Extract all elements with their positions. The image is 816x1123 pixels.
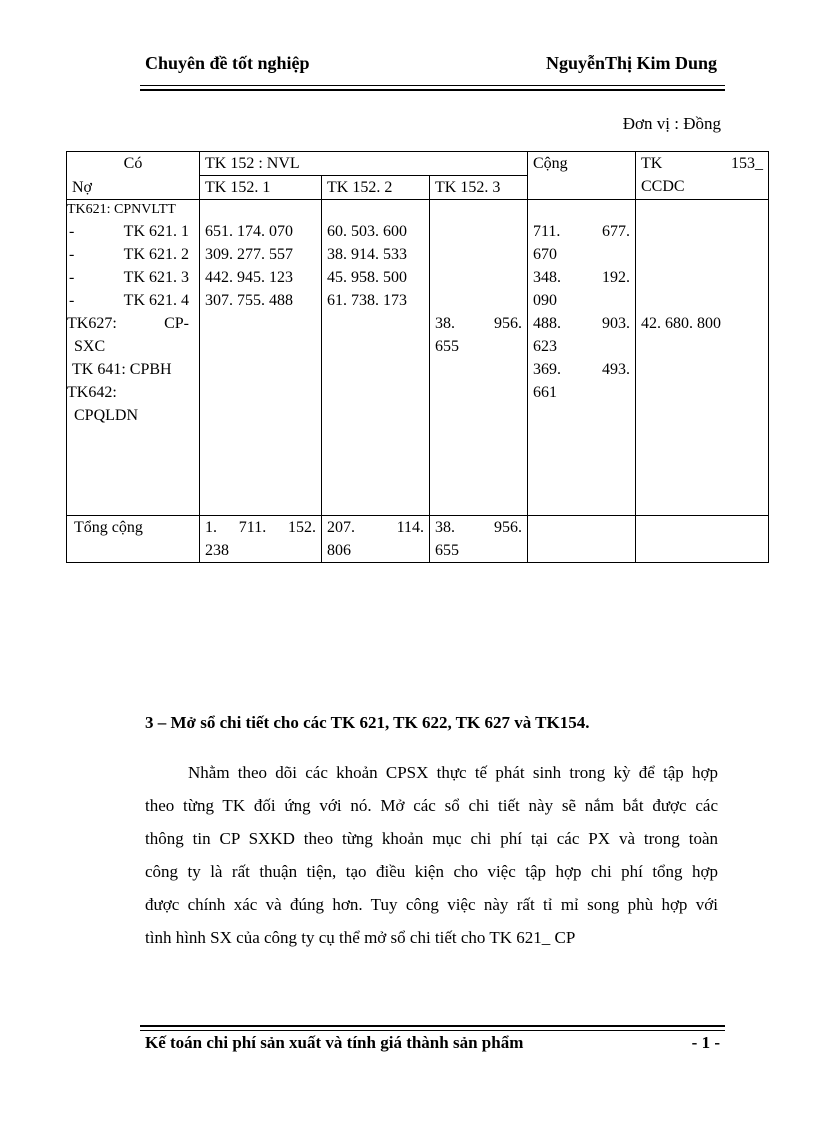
header-rule: [140, 85, 725, 86]
account-621-3: - TK 621. 3: [69, 269, 189, 286]
header-tk152-2-cell: TK 152. 2: [322, 176, 430, 200]
total-tk152-1: 1. 711. 152. 238: [200, 516, 322, 563]
header-cong-cell: Cộng: [528, 152, 636, 200]
body-paragraph: [145, 756, 718, 954]
total-label: Tổng cộng: [67, 516, 200, 563]
header-author: NguyễnThị Kim Dung: [545, 53, 717, 73]
table-total-row: [67, 516, 769, 563]
total-tk153: [636, 516, 769, 563]
paragraph-line: thông tin CP SXKD theo từng khoản mục chi phí tại các PX và trong toàn: [145, 829, 718, 848]
footer-rule-thick: [140, 1025, 725, 1027]
table-header-row-1: [67, 152, 769, 176]
paragraph-line: Nhằm theo dõi các khoản CPSX thực tế phát sinh trong kỳ để tập hợp: [188, 763, 718, 782]
footer-rule: [140, 1030, 725, 1031]
account-642: TK642:: [67, 384, 117, 401]
header-title: Chuyên đề tốt nghiệp: [145, 53, 310, 73]
header-tk153-cell: TK 153_ CCDC: [636, 152, 769, 200]
paragraph-line: theo từng TK đối ứng với nó. Mở các sổ chi tiết này sẽ nắm bắt được các: [145, 796, 718, 815]
cong-values: 711. 677. 670 348. 192. 090 488. 903. 623 369. 493. 661: [528, 200, 636, 516]
paragraph-line: tình hình SX của công ty cụ thể mở sổ chi tiết cho TK 621_ CP: [145, 928, 576, 947]
allocation-table: [66, 151, 769, 563]
account-621-1: - TK 621. 1: [69, 223, 189, 240]
paragraph-line: công ty là rất thuận tiện, tạo điều kiện cho việc tập hợp chi phí tổng hợp: [145, 862, 718, 881]
account-641: TK 641: CPBH: [72, 361, 172, 378]
header-rule-thick: [140, 89, 725, 91]
account-column: TK621: CPNVLTT - TK 621. 1 - TK 621. 2 - TK 621. 3 - TK 621. 4 TK627: CP- SXC TK 641: CPBH TK642: CPQLDN: [67, 200, 200, 516]
tk152-2-values: 60. 503. 600 38. 914. 533 45. 958. 500 61. 738. 173: [322, 200, 430, 516]
section-heading: 3 – Mở sổ chi tiết cho các TK 621, TK 622, TK 627 và TK154.: [145, 713, 590, 732]
total-tk152-2: 207. 114. 806: [322, 516, 430, 563]
tk153-values: 42. 680. 800: [636, 200, 769, 516]
total-cong: [528, 516, 636, 563]
footer-title: Kế toán chi phí sản xuất và tính giá thành sản phẩm: [145, 1033, 524, 1052]
header-tk152-1-cell: TK 152. 1: [200, 176, 322, 200]
table-body-row: [67, 200, 769, 516]
account-621-2: - TK 621. 2: [69, 246, 189, 263]
tk152-1-values: 651. 174. 070 309. 277. 557 442. 945. 123 307. 755. 488: [200, 200, 322, 516]
total-tk152-3: 38. 956. 655: [430, 516, 528, 563]
header-tk152-cell: TK 152 : NVL: [200, 152, 528, 176]
page-number: - 1 -: [691, 1033, 720, 1052]
paragraph-line: được chính xác và đúng hơn. Tuy công việc này rất tỉ mỉ song phù hợp với: [145, 895, 718, 914]
header-tk152-3-cell: TK 152. 3: [430, 176, 528, 200]
account-627: TK627: CP-: [67, 315, 189, 332]
header-no-cell: Nợ: [67, 176, 200, 200]
header-co-cell: Có: [67, 152, 200, 176]
page-header: [145, 53, 717, 77]
tk152-3-values: 38. 956. 655: [430, 200, 528, 516]
unit-label: Đơn vị : Đồng: [622, 114, 721, 133]
account-621-4: - TK 621. 4: [69, 292, 189, 309]
